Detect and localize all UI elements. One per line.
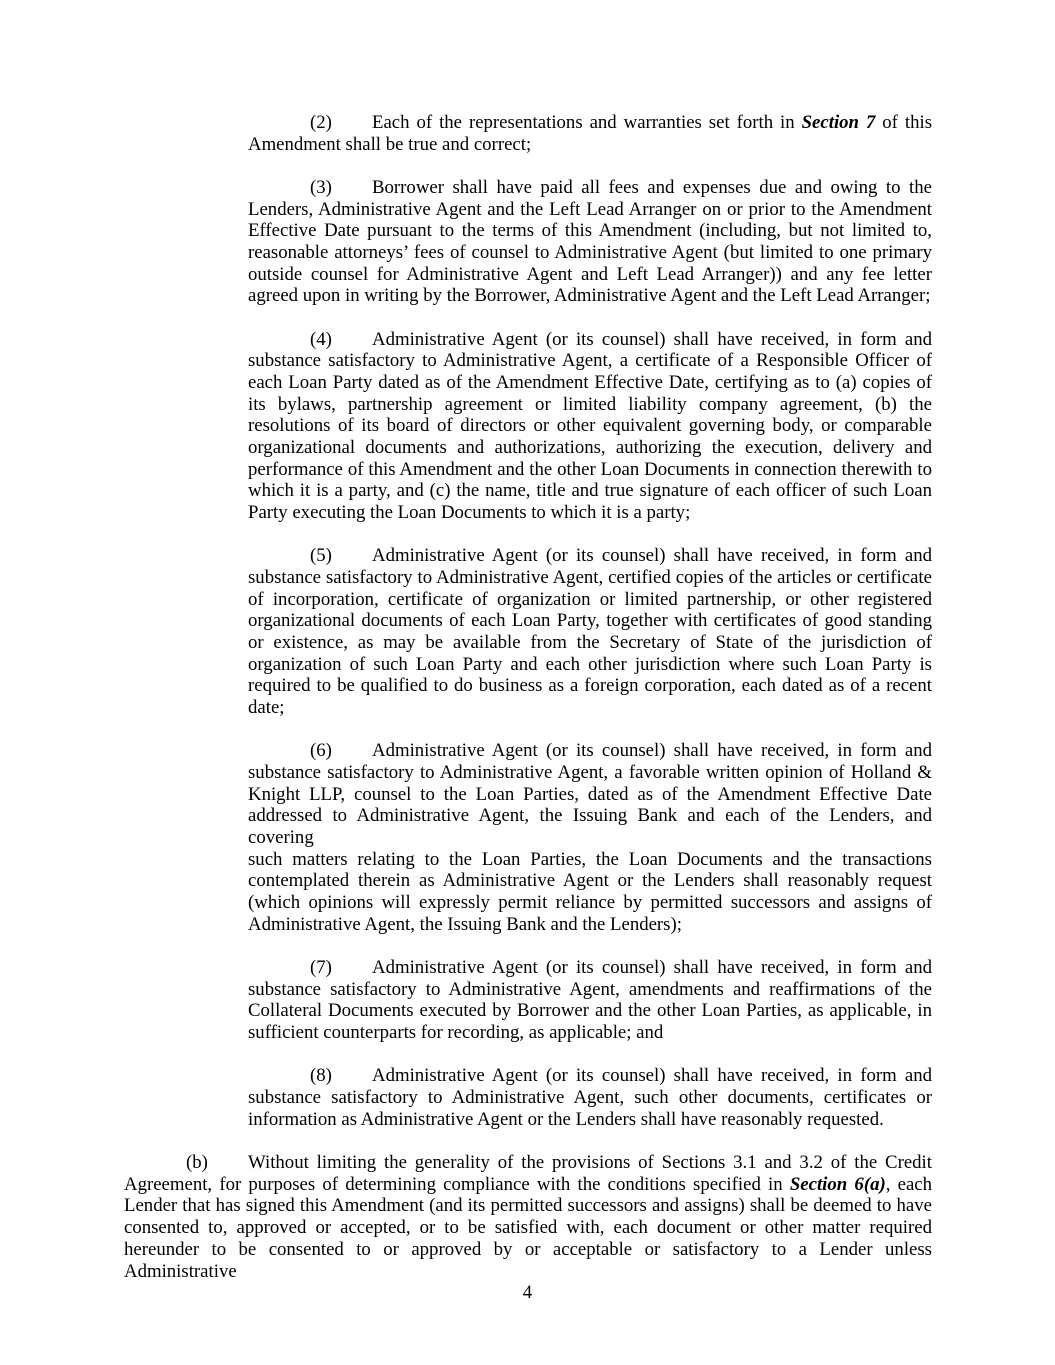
text-line — [248, 502, 932, 524]
line-text: Administrative Agent (or its counsel) shall have received, in form and — [372, 328, 932, 350]
line-text: organizational documents and authorizations, authorizing the execution, delivery and — [248, 437, 932, 459]
line-text: Amendment shall be true and correct; — [248, 133, 532, 155]
text-line — [124, 1174, 932, 1196]
condition-item-4 — [248, 329, 932, 524]
line-text: substance satisfactory to Administrative Agent, amendments and reaffirmations of the — [248, 978, 932, 1000]
condition-item-2 — [248, 112, 932, 155]
line-text: Administrative Agent (or its counsel) shall have received, in form and — [372, 740, 932, 762]
section-reference: Section 7 — [801, 112, 876, 133]
line-text: its bylaws, partnership agreement or limited liability company agreement, (b) the — [248, 393, 932, 415]
text-line — [248, 805, 932, 848]
line-text: organization of such Loan Party and each other jurisdiction where such Loan Party is — [248, 653, 932, 675]
text-line — [248, 1065, 932, 1087]
line-text: Lenders, Administrative Agent and the Left Lead Arranger on or prior to the Amendment — [248, 198, 932, 220]
line-text: Agreement, for purposes of determining compliance with the conditions specified in — [124, 1173, 790, 1195]
clause-b — [124, 1152, 932, 1282]
page-number: 4 — [522, 1282, 533, 1303]
line-text: of this — [875, 112, 933, 133]
text-line — [248, 762, 932, 784]
line-text: agreed upon in writing by the Borrower, Administrative Agent and the Left Lead Arranger; — [248, 285, 931, 307]
text-line — [248, 394, 932, 416]
line-text: Party executing the Loan Documents to which it is a party; — [248, 502, 691, 524]
line-text: of incorporation, certificate of organization or limited partnership, or other registered — [248, 588, 932, 610]
line-text: Knight LLP, counsel to the Loan Parties, dated as of the Amendment Effective Date — [248, 783, 932, 805]
clause-number: (b) — [186, 1152, 208, 1174]
line-text: substance satisfactory to Administrative Agent, certified copies of the articles or certificate — [248, 567, 932, 589]
text-line — [248, 134, 932, 156]
text-line — [248, 545, 932, 567]
line-text: substance satisfactory to Administrative Agent, a favorable written opinion of Holland & — [248, 762, 932, 784]
clause-number: (5) — [310, 545, 332, 567]
line-text: Administrative Agent (or its counsel) shall have received, in form and — [372, 545, 932, 567]
condition-item-3 — [248, 177, 932, 307]
text-line — [248, 242, 932, 264]
text-line — [248, 285, 932, 307]
condition-item-8 — [248, 1065, 932, 1130]
text-line — [248, 957, 932, 979]
text-line — [248, 437, 932, 459]
text-line — [124, 1239, 932, 1282]
text-line — [248, 870, 932, 892]
line-text: hereunder to be consented to or approved by or acceptable or satisfactory to a Lender unless Administrative — [124, 1238, 932, 1282]
line-text: Each of the representations and warranties set forth in — [372, 112, 802, 133]
line-text: consented to, approved or accepted, or to be satisfied with, each document or other matter required — [124, 1217, 932, 1239]
clause-number: (3) — [310, 177, 332, 198]
line-text: or existence, as may be available from the Secretary of State of the jurisdiction of — [248, 632, 932, 654]
text-line — [248, 675, 932, 697]
text-line — [248, 372, 932, 394]
text-line — [248, 177, 932, 199]
line-text: Effective Date pursuant to the terms of this Amendment (including, but not limited to, — [248, 220, 932, 242]
text-line — [248, 350, 932, 372]
line-text: resolutions of its board of directors or other equivalent governing body, or comparable — [248, 415, 932, 437]
clause-number: (7) — [310, 957, 332, 979]
line-text: each Loan Party dated as of the Amendment Effective Date, certifying as to (a) copies of — [248, 372, 932, 394]
text-line — [248, 654, 932, 676]
line-text: reasonable attorneys’ fees of counsel to Administrative Agent (but limited to one primary — [248, 242, 932, 264]
text-line — [248, 697, 932, 719]
clause-number: (4) — [310, 328, 332, 350]
line-text: Borrower shall have paid all fees and expenses due and owing to the — [372, 177, 932, 198]
condition-item-7 — [248, 957, 932, 1044]
text-line — [248, 1022, 932, 1044]
text-line — [248, 1109, 932, 1131]
condition-item-6 — [248, 740, 932, 935]
line-text: performance of this Amendment and the other Loan Documents in connection therewith to — [248, 458, 932, 480]
line-text: which it is a party, and (c) the name, title and true signature of each officer of such Loan — [248, 480, 932, 502]
text-line — [248, 220, 932, 242]
line-text: Lender that has signed this Amendment (and its permitted successors and assigns) shall be deemed to have — [124, 1195, 932, 1217]
line-text: information as Administrative Agent or the Lenders shall have reasonably requested. — [248, 1108, 884, 1130]
text-line — [248, 849, 932, 871]
text-line — [248, 784, 932, 806]
line-text: sufficient counterparts for recording, as applicable; and — [248, 1022, 664, 1044]
line-text: Without limiting the generality of the provisions of Sections 3.1 and 3.2 of the Credit — [248, 1152, 932, 1174]
text-line — [248, 264, 932, 286]
line-text: , each — [885, 1173, 933, 1195]
text-line — [124, 1217, 932, 1239]
line-text: contemplated therein as Administrative Agent or the Lenders shall reasonably request — [248, 870, 932, 892]
text-line — [248, 329, 932, 351]
line-text: outside counsel for Administrative Agent and Left Lead Arranger)) and any fee letter — [248, 263, 932, 285]
page-body — [0, 112, 1055, 1304]
text-line — [248, 415, 932, 437]
text-line — [248, 589, 932, 611]
line-text: substance satisfactory to Administrative Agent, a certificate of a Responsible Officer of — [248, 350, 932, 372]
clause-number: (2) — [310, 112, 332, 133]
text-line — [248, 567, 932, 589]
line-text: Administrative Agent (or its counsel) shall have received, in form and — [372, 957, 932, 979]
text-line — [248, 1087, 932, 1109]
line-text: Administrative Agent (or its counsel) shall have received, in form and — [372, 1065, 932, 1087]
text-line — [124, 1195, 932, 1217]
line-text: required to be qualified to do business as a foreign corporation, each dated as of a recent — [248, 675, 932, 697]
clause-number: (6) — [310, 740, 332, 762]
line-text: date; — [248, 697, 285, 719]
text-line — [248, 914, 932, 936]
line-text: such matters relating to the Loan Parties, the Loan Documents and the transactions — [248, 848, 932, 870]
line-text: Administrative Agent, the Issuing Bank and the Lenders); — [248, 913, 682, 935]
line-text: addressed to Administrative Agent, the Issuing Bank and each of the Lenders, and covering — [248, 805, 932, 849]
text-line — [248, 610, 932, 632]
clause-number: (8) — [310, 1065, 332, 1087]
text-line — [248, 112, 932, 134]
text-line — [248, 480, 932, 502]
text-line — [248, 459, 932, 481]
text-line — [248, 632, 932, 654]
text-line — [248, 740, 932, 762]
line-text: (which opinions will expressly permit reliance by permitted successors and assigns of — [248, 892, 932, 914]
line-text: organizational documents of each Loan Party, together with certificates of good standing — [248, 610, 932, 632]
text-line — [248, 1000, 932, 1022]
text-line — [248, 892, 932, 914]
line-text: Collateral Documents executed by Borrower and the other Loan Parties, as applicable, in — [248, 1000, 932, 1022]
text-line — [124, 1152, 932, 1174]
section-reference: Section 6(a) — [789, 1173, 886, 1195]
condition-item-5 — [248, 545, 932, 718]
text-line — [248, 979, 932, 1001]
text-line — [248, 199, 932, 221]
line-text: substance satisfactory to Administrative Agent, such other documents, certificates or — [248, 1087, 932, 1109]
